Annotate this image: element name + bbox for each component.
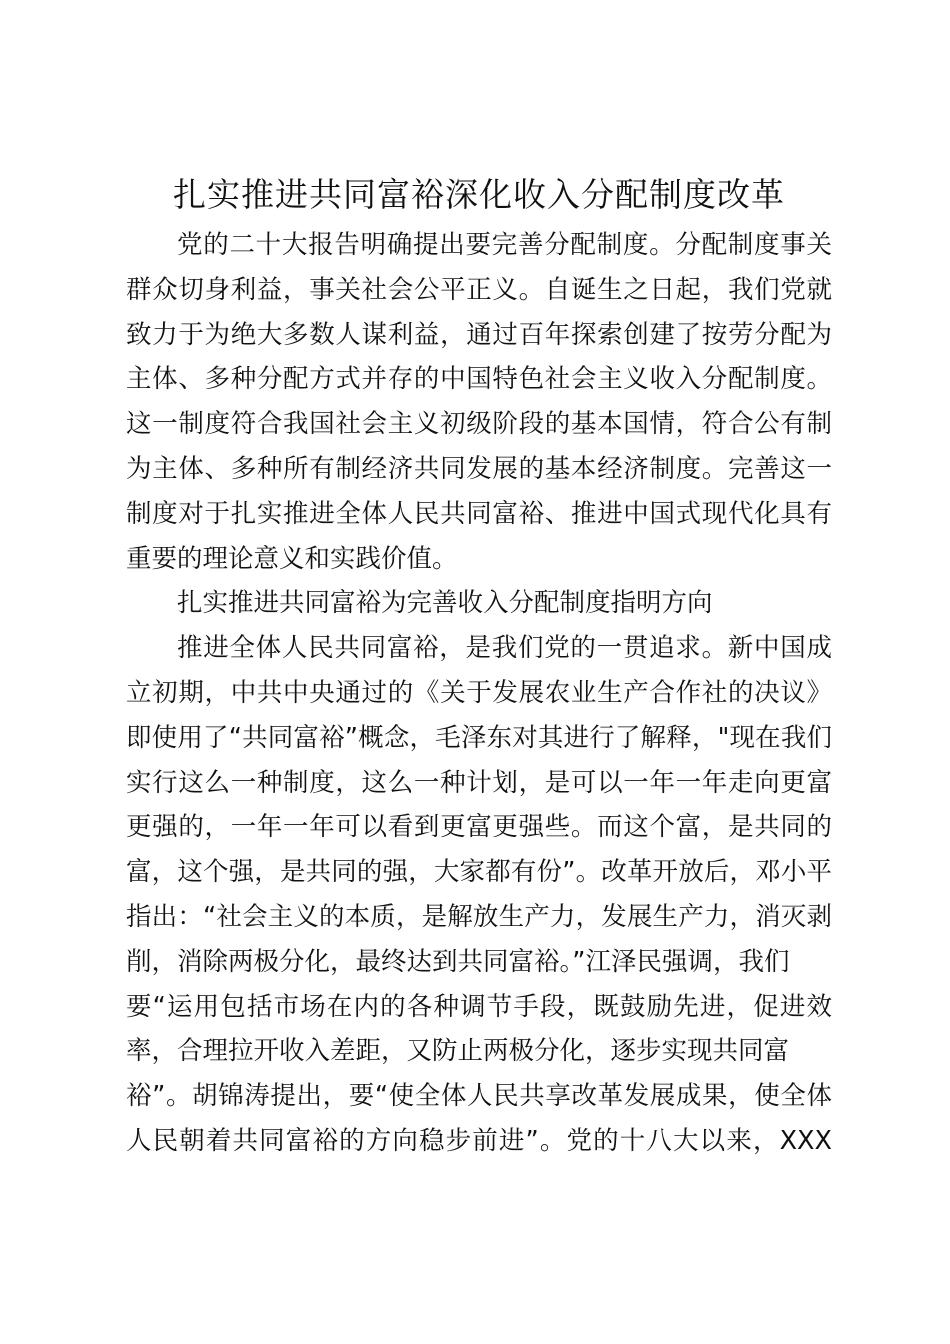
- text-line: 裕”。胡锦涛提出，要“使全体人民共享改革发展成果，使全体: [126, 1081, 832, 1112]
- text-line: 党的二十大报告明确提出要完善分配制度。分配制度事关: [177, 230, 832, 260]
- text-line: 主体、多种分配方式并存的中国特色社会主义收入分配制度。: [126, 364, 832, 395]
- section-heading: [126, 581, 832, 626]
- text-line: 富，这个强，是共同的强，大家都有份”。改革开放后，邓小平: [126, 857, 832, 888]
- text-line: 更强的，一年一年可以看到更富更强些。而这个富，是共同的: [126, 812, 832, 843]
- text-line: 实行这么一种制度，这么一种计划，是可以一年一年走向更富: [126, 767, 832, 798]
- paragraph-intro: [126, 223, 832, 581]
- text-line: 致力于为绝大多数人谋利益，通过百年探索创建了按劳分配为: [126, 319, 832, 350]
- text-line: 立初期，中共中央通过的《关于发展农业生产合作社的决议》: [126, 677, 832, 708]
- text-line: 群众切身利益，事关社会公平正义。自诞生之日起，我们党就: [126, 274, 832, 305]
- text-line: 即使用了“共同富裕”概念，毛泽东对其进行了解释，"现在我们: [126, 722, 832, 753]
- text-line: 削，消除两极分化，最终达到共同富裕。”江泽民强调，我们: [126, 946, 790, 977]
- text-line: 指出：“社会主义的本质，是解放生产力，发展生产力，消灭剥: [126, 901, 832, 932]
- text-line: 为主体、多种所有制经济共同发展的基本经济制度。完善这一: [126, 453, 832, 484]
- document-body: [126, 223, 832, 1164]
- text-line: 率，合理拉开收入差距，又防止两极分化，逐步实现共同富: [126, 1036, 790, 1067]
- text-line: 制度对于扎实推进全体人民共同富裕、推进中国式现代化具有: [126, 498, 832, 529]
- text-line: 重要的理论意义和实践价值。: [126, 543, 458, 574]
- document-title: 扎实推进共同富裕深化收入分配制度改革: [173, 175, 785, 214]
- text-line: 推进全体人民共同富裕，是我们党的一贯追求。新中国成: [177, 633, 832, 664]
- text-line: 这一制度符合我国社会主义初级阶段的基本国情，符合公有制: [126, 409, 832, 440]
- text-line: 人民朝着共同富裕的方向稳步前进”。党的十八大以来，XXX: [126, 1125, 832, 1156]
- text-line: 扎实推进共同富裕为完善收入分配制度指明方向: [177, 588, 713, 619]
- paragraph-history: [126, 626, 832, 1164]
- text-line: 要“运用包括市场在内的各种调节手段，既鼓励先进，促进效: [126, 991, 832, 1022]
